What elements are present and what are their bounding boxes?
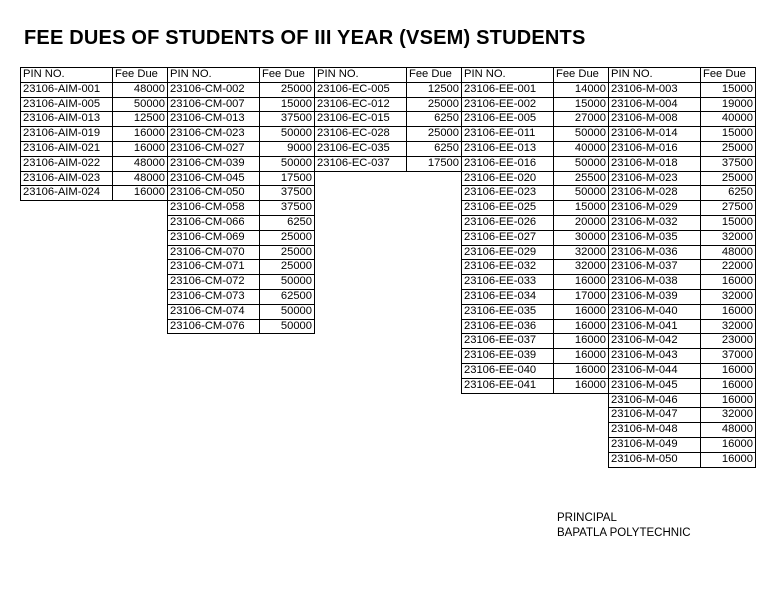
pin-cell: 23106-CM-027 <box>167 141 260 157</box>
fee-due-cell: 9000 <box>259 141 315 157</box>
column-header-fee-due: Fee Due <box>112 67 168 83</box>
block-cm <box>168 68 315 334</box>
fee-due-cell: 16000 <box>700 363 756 379</box>
table-row <box>462 260 609 275</box>
table-row <box>21 172 168 187</box>
table-row <box>462 305 609 320</box>
fee-due-cell: 50000 <box>259 274 315 290</box>
signature-block <box>557 511 691 541</box>
pin-cell: 23106-M-038 <box>608 274 701 290</box>
table-row <box>168 127 315 142</box>
fee-due-cell: 6250 <box>406 111 462 127</box>
table-row <box>168 83 315 98</box>
table-row <box>462 379 609 394</box>
fee-due-cell: 25500 <box>553 171 609 187</box>
pin-cell: 23106-CM-069 <box>167 230 260 246</box>
table-row <box>609 112 756 127</box>
table-row <box>21 186 168 201</box>
pin-cell: 23106-M-032 <box>608 215 701 231</box>
fee-due-cell: 17000 <box>553 289 609 305</box>
table-row <box>462 246 609 261</box>
fee-due-cell: 15000 <box>553 97 609 113</box>
fee-due-cell: 16000 <box>700 274 756 290</box>
fee-due-cell: 25000 <box>259 259 315 275</box>
fee-due-cell: 37500 <box>259 111 315 127</box>
pin-cell: 23106-AIM-023 <box>20 171 113 187</box>
pin-cell: 23106-EE-034 <box>461 289 554 305</box>
fee-due-cell: 50000 <box>259 156 315 172</box>
table-row <box>609 394 756 409</box>
pin-cell: 23106-EE-002 <box>461 97 554 113</box>
pin-cell: 23106-EE-023 <box>461 185 554 201</box>
fee-due-cell: 50000 <box>553 156 609 172</box>
table-row <box>609 275 756 290</box>
table-row <box>168 305 315 320</box>
pin-cell: 23106-M-003 <box>608 82 701 98</box>
table-row <box>315 127 462 142</box>
pin-cell: 23106-M-040 <box>608 304 701 320</box>
pin-cell: 23106-AIM-024 <box>20 185 113 201</box>
pin-cell: 23106-EC-028 <box>314 126 407 142</box>
pin-cell: 23106-EE-029 <box>461 245 554 261</box>
column-header-pin: PIN NO. <box>314 67 407 83</box>
column-header-fee-due: Fee Due <box>406 67 462 83</box>
fee-due-cell: 37000 <box>700 348 756 364</box>
table-header-row <box>609 68 756 83</box>
fee-due-cell: 40000 <box>553 141 609 157</box>
pin-cell: 23106-M-045 <box>608 378 701 394</box>
block-ee <box>462 68 609 394</box>
table-row <box>609 290 756 305</box>
pin-cell: 23106-EE-037 <box>461 333 554 349</box>
table-row <box>168 98 315 113</box>
table-row <box>462 186 609 201</box>
table-row <box>609 157 756 172</box>
fee-due-cell: 16000 <box>700 304 756 320</box>
table-row <box>168 157 315 172</box>
fee-due-cell: 16000 <box>700 393 756 409</box>
fee-due-cell: 40000 <box>700 111 756 127</box>
pin-cell: 23106-M-046 <box>608 393 701 409</box>
fee-due-cell: 6250 <box>700 185 756 201</box>
table-row <box>609 216 756 231</box>
fee-due-cell: 37500 <box>259 185 315 201</box>
block-ec <box>315 68 462 172</box>
pin-cell: 23106-M-028 <box>608 185 701 201</box>
pin-cell: 23106-CM-050 <box>167 185 260 201</box>
fee-due-cell: 32000 <box>700 230 756 246</box>
fee-due-cell: 16000 <box>553 378 609 394</box>
fee-due-cell: 25000 <box>259 230 315 246</box>
table-row <box>609 172 756 187</box>
pin-cell: 23106-EE-020 <box>461 171 554 187</box>
pin-cell: 23106-M-035 <box>608 230 701 246</box>
pin-cell: 23106-M-008 <box>608 111 701 127</box>
pin-cell: 23106-CM-002 <box>167 82 260 98</box>
table-header-row <box>462 68 609 83</box>
fee-due-cell: 15000 <box>700 82 756 98</box>
fee-due-cell: 37500 <box>259 200 315 216</box>
fee-due-cell: 16000 <box>553 304 609 320</box>
pin-cell: 23106-EE-016 <box>461 156 554 172</box>
table-row <box>168 216 315 231</box>
table-row <box>609 231 756 246</box>
fee-due-cell: 16000 <box>553 348 609 364</box>
table-row <box>168 142 315 157</box>
table-row <box>315 98 462 113</box>
table-row <box>609 320 756 335</box>
table-row <box>609 379 756 394</box>
table-row <box>609 408 756 423</box>
pin-cell: 23106-EE-013 <box>461 141 554 157</box>
pin-cell: 23106-AIM-013 <box>20 111 113 127</box>
table-header-row <box>168 68 315 83</box>
table-row <box>462 142 609 157</box>
column-header-pin: PIN NO. <box>20 67 113 83</box>
table-row <box>168 231 315 246</box>
pin-cell: 23106-AIM-022 <box>20 156 113 172</box>
table-row <box>609 423 756 438</box>
table-row <box>462 201 609 216</box>
pin-cell: 23106-M-023 <box>608 171 701 187</box>
fee-dues-table <box>21 68 756 468</box>
pin-cell: 23106-EE-041 <box>461 378 554 394</box>
block-aim <box>21 68 168 201</box>
column-header-fee-due: Fee Due <box>259 67 315 83</box>
pin-cell: 23106-EC-035 <box>314 141 407 157</box>
table-row <box>462 275 609 290</box>
fee-due-cell: 32000 <box>553 245 609 261</box>
table-row <box>609 364 756 379</box>
table-row <box>21 112 168 127</box>
fee-due-cell: 50000 <box>553 185 609 201</box>
fee-due-cell: 6250 <box>406 141 462 157</box>
table-row <box>21 98 168 113</box>
pin-cell: 23106-CM-007 <box>167 97 260 113</box>
table-row <box>609 334 756 349</box>
fee-due-cell: 32000 <box>700 407 756 423</box>
pin-cell: 23106-EE-035 <box>461 304 554 320</box>
fee-due-cell: 16000 <box>112 126 168 142</box>
table-row <box>462 364 609 379</box>
fee-due-cell: 16000 <box>553 274 609 290</box>
fee-due-cell: 22000 <box>700 259 756 275</box>
fee-due-cell: 25000 <box>700 141 756 157</box>
fee-due-cell: 27000 <box>553 111 609 127</box>
table-row <box>315 157 462 172</box>
fee-due-cell: 25000 <box>259 82 315 98</box>
fee-due-cell: 25000 <box>259 245 315 261</box>
fee-due-cell: 12500 <box>112 111 168 127</box>
table-row <box>609 453 756 468</box>
column-header-fee-due: Fee Due <box>553 67 609 83</box>
table-row <box>609 201 756 216</box>
fee-due-cell: 15000 <box>553 200 609 216</box>
fee-due-cell: 32000 <box>553 259 609 275</box>
pin-cell: 23106-M-014 <box>608 126 701 142</box>
table-row <box>609 349 756 364</box>
pin-cell: 23106-CM-070 <box>167 245 260 261</box>
table-row <box>315 112 462 127</box>
table-row <box>168 275 315 290</box>
fee-due-cell: 16000 <box>700 452 756 468</box>
pin-cell: 23106-M-044 <box>608 363 701 379</box>
table-row <box>168 172 315 187</box>
pin-cell: 23106-CM-045 <box>167 171 260 187</box>
fee-due-cell: 15000 <box>700 126 756 142</box>
pin-cell: 23106-AIM-019 <box>20 126 113 142</box>
page-title: FEE DUES OF STUDENTS OF III YEAR (VSEM) STUDENTS <box>24 27 586 49</box>
table-row <box>168 186 315 201</box>
table-row <box>462 83 609 98</box>
fee-due-cell: 20000 <box>553 215 609 231</box>
table-row <box>168 260 315 275</box>
fee-due-cell: 48000 <box>112 171 168 187</box>
pin-cell: 23106-M-016 <box>608 141 701 157</box>
pin-cell: 23106-EC-012 <box>314 97 407 113</box>
fee-due-cell: 17500 <box>259 171 315 187</box>
block-m <box>609 68 756 468</box>
pin-cell: 23106-EE-025 <box>461 200 554 216</box>
pin-cell: 23106-CM-039 <box>167 156 260 172</box>
fee-due-cell: 50000 <box>259 126 315 142</box>
table-row <box>462 349 609 364</box>
pin-cell: 23106-M-037 <box>608 259 701 275</box>
table-row <box>462 216 609 231</box>
pin-cell: 23106-M-050 <box>608 452 701 468</box>
pin-cell: 23106-CM-076 <box>167 319 260 335</box>
pin-cell: 23106-EE-033 <box>461 274 554 290</box>
pin-cell: 23106-EE-039 <box>461 348 554 364</box>
fee-due-cell: 15000 <box>259 97 315 113</box>
table-row <box>462 290 609 305</box>
fee-due-cell: 27500 <box>700 200 756 216</box>
fee-due-cell: 25000 <box>406 97 462 113</box>
table-row <box>462 231 609 246</box>
pin-cell: 23106-M-043 <box>608 348 701 364</box>
pin-cell: 23106-M-042 <box>608 333 701 349</box>
fee-due-cell: 25000 <box>406 126 462 142</box>
pin-cell: 23106-EE-011 <box>461 126 554 142</box>
table-row <box>168 201 315 216</box>
pin-cell: 23106-M-018 <box>608 156 701 172</box>
fee-due-cell: 50000 <box>259 319 315 335</box>
fee-due-cell: 25000 <box>700 171 756 187</box>
pin-cell: 23106-CM-066 <box>167 215 260 231</box>
pin-cell: 23106-AIM-021 <box>20 141 113 157</box>
pin-cell: 23106-M-041 <box>608 319 701 335</box>
table-row <box>609 260 756 275</box>
pin-cell: 23106-M-048 <box>608 422 701 438</box>
table-row <box>168 320 315 335</box>
fee-due-cell: 48000 <box>112 156 168 172</box>
fee-due-cell: 37500 <box>700 156 756 172</box>
fee-due-cell: 17500 <box>406 156 462 172</box>
fee-due-cell: 32000 <box>700 289 756 305</box>
column-header-pin: PIN NO. <box>461 67 554 83</box>
fee-due-cell: 16000 <box>553 319 609 335</box>
column-header-fee-due: Fee Due <box>700 67 756 83</box>
column-header-pin: PIN NO. <box>167 67 260 83</box>
fee-due-cell: 32000 <box>700 319 756 335</box>
pin-cell: 23106-EC-015 <box>314 111 407 127</box>
table-row <box>315 83 462 98</box>
table-row <box>462 320 609 335</box>
table-row <box>21 142 168 157</box>
pin-cell: 23106-EE-001 <box>461 82 554 98</box>
fee-due-cell: 16000 <box>112 185 168 201</box>
fee-due-cell: 48000 <box>112 82 168 98</box>
table-row <box>462 112 609 127</box>
fee-due-cell: 50000 <box>259 304 315 320</box>
fee-due-cell: 30000 <box>553 230 609 246</box>
table-row <box>462 127 609 142</box>
fee-due-cell: 16000 <box>700 437 756 453</box>
pin-cell: 23106-EE-026 <box>461 215 554 231</box>
pin-cell: 23106-EE-027 <box>461 230 554 246</box>
signature-institution: BAPATLA POLYTECHNIC <box>557 527 691 539</box>
pin-cell: 23106-CM-074 <box>167 304 260 320</box>
table-row <box>21 127 168 142</box>
table-row <box>609 142 756 157</box>
fee-due-cell: 16000 <box>553 333 609 349</box>
pin-cell: 23106-M-004 <box>608 97 701 113</box>
pin-cell: 23106-M-047 <box>608 407 701 423</box>
table-row <box>462 157 609 172</box>
fee-due-cell: 23000 <box>700 333 756 349</box>
fee-due-cell: 14000 <box>553 82 609 98</box>
fee-due-cell: 48000 <box>700 245 756 261</box>
table-row <box>609 98 756 113</box>
fee-due-cell: 48000 <box>700 422 756 438</box>
table-header-row <box>315 68 462 83</box>
signature-title: PRINCIPAL <box>557 512 617 524</box>
table-row <box>462 334 609 349</box>
table-row <box>609 305 756 320</box>
pin-cell: 23106-EE-036 <box>461 319 554 335</box>
pin-cell: 23106-M-029 <box>608 200 701 216</box>
table-row <box>462 98 609 113</box>
table-header-row <box>21 68 168 83</box>
table-row <box>21 83 168 98</box>
pin-cell: 23106-M-049 <box>608 437 701 453</box>
table-row <box>609 246 756 261</box>
fee-due-cell: 16000 <box>553 363 609 379</box>
table-row <box>315 142 462 157</box>
pin-cell: 23106-EE-005 <box>461 111 554 127</box>
table-row <box>609 127 756 142</box>
table-row <box>168 246 315 261</box>
table-row <box>609 438 756 453</box>
table-row <box>462 172 609 187</box>
fee-due-cell: 12500 <box>406 82 462 98</box>
table-row <box>609 83 756 98</box>
fee-due-cell: 16000 <box>112 141 168 157</box>
pin-cell: 23106-EE-032 <box>461 259 554 275</box>
table-row <box>168 290 315 305</box>
fee-due-cell: 15000 <box>700 215 756 231</box>
pin-cell: 23106-CM-058 <box>167 200 260 216</box>
column-header-pin: PIN NO. <box>608 67 701 83</box>
fee-due-cell: 6250 <box>259 215 315 231</box>
pin-cell: 23106-EE-040 <box>461 363 554 379</box>
pin-cell: 23106-EC-005 <box>314 82 407 98</box>
fee-due-cell: 62500 <box>259 289 315 305</box>
fee-due-cell: 50000 <box>112 97 168 113</box>
fee-due-cell: 16000 <box>700 378 756 394</box>
fee-due-cell: 50000 <box>553 126 609 142</box>
table-row <box>21 157 168 172</box>
pin-cell: 23106-CM-073 <box>167 289 260 305</box>
pin-cell: 23106-M-036 <box>608 245 701 261</box>
pin-cell: 23106-EC-037 <box>314 156 407 172</box>
pin-cell: 23106-CM-072 <box>167 274 260 290</box>
pin-cell: 23106-CM-013 <box>167 111 260 127</box>
table-row <box>609 186 756 201</box>
pin-cell: 23106-AIM-005 <box>20 97 113 113</box>
table-row <box>168 112 315 127</box>
fee-due-cell: 19000 <box>700 97 756 113</box>
pin-cell: 23106-CM-071 <box>167 259 260 275</box>
pin-cell: 23106-M-039 <box>608 289 701 305</box>
pin-cell: 23106-CM-023 <box>167 126 260 142</box>
pin-cell: 23106-AIM-001 <box>20 82 113 98</box>
